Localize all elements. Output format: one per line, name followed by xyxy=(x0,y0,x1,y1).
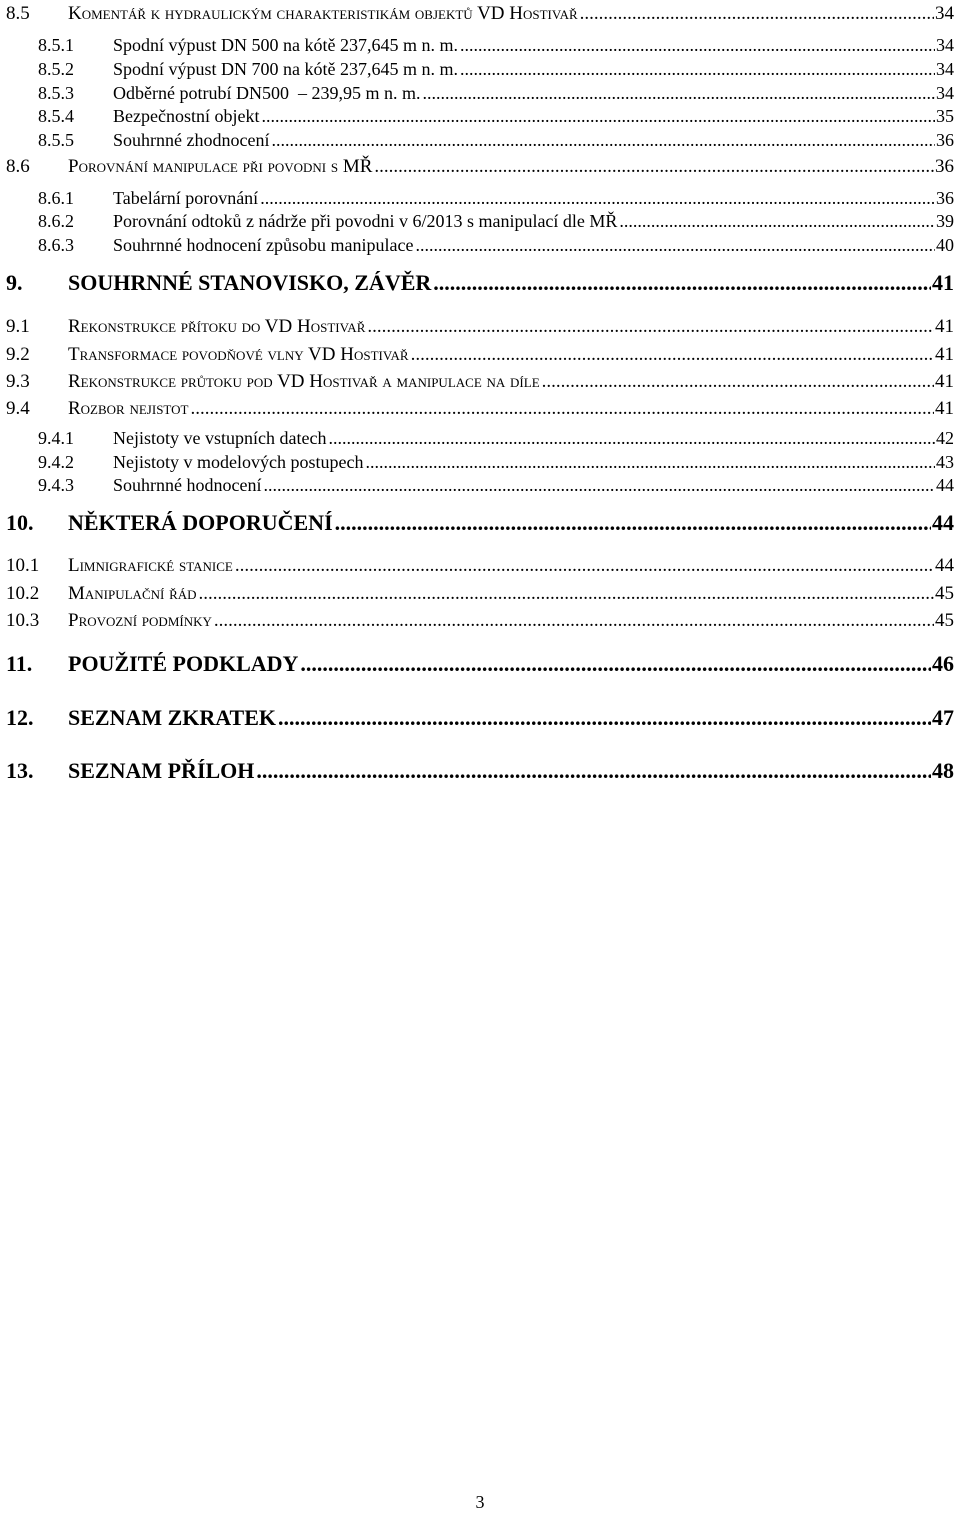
toc-dot-leader xyxy=(415,235,935,256)
toc-dot-leader xyxy=(271,130,935,151)
toc-entry-number: 9.3 xyxy=(6,371,30,392)
toc-entry-title: Limnigrafické stanice xyxy=(68,555,233,576)
toc-chapter[interactable] xyxy=(6,510,954,536)
toc-entry-number: 9.4 xyxy=(6,398,30,419)
toc-entry-number: 8.6.2 xyxy=(38,211,74,231)
toc-entry-title: Spodní výpust DN 500 na kótě 237,645 m n. m. xyxy=(113,35,458,55)
toc-entry[interactable] xyxy=(38,475,954,496)
toc-entry[interactable] xyxy=(38,59,954,80)
toc-entry-number: 10.2 xyxy=(6,583,40,604)
toc-chapter-title: NĚKTERÁ DOPORUČENÍ xyxy=(68,510,333,535)
toc-dot-leader xyxy=(367,316,934,338)
toc-chapter-title: SEZNAM ZKRATEK xyxy=(68,705,277,730)
toc-dot-leader xyxy=(422,83,935,104)
toc-entry[interactable] xyxy=(6,344,954,366)
toc-entry-title: Bezpečnostní objekt xyxy=(113,106,260,126)
toc-dot-leader xyxy=(300,651,931,677)
toc-entry-page: 44 xyxy=(935,555,954,576)
toc-entry-page: 39 xyxy=(936,211,954,231)
toc-entry-title: Nejistoty v modelových postupech xyxy=(113,452,364,472)
toc-dot-leader xyxy=(261,106,935,127)
toc-entry-page: 36 xyxy=(936,188,954,208)
toc-entry-number: 8.6.1 xyxy=(38,188,74,208)
toc-chapter-page: 41 xyxy=(932,270,954,295)
toc-entry-number: 10.1 xyxy=(6,555,40,576)
toc-entry-number: 9.4.3 xyxy=(38,475,74,495)
toc-chapter-number: 10. xyxy=(6,510,34,535)
toc-chapter-title: SEZNAM PŘÍLOH xyxy=(68,758,255,783)
toc-entry-number: 8.5.2 xyxy=(38,59,74,79)
toc-entry-title: Souhrnné hodnocení způsobu manipulace xyxy=(113,235,414,255)
toc-chapter-number: 11. xyxy=(6,651,33,676)
toc-dot-leader xyxy=(335,510,931,536)
toc-chapter-number: 12. xyxy=(6,705,34,730)
toc-entry-title: Rozbor nejistot xyxy=(68,398,189,419)
toc-entry-page: 36 xyxy=(935,156,954,177)
toc-chapter-number: 13. xyxy=(6,758,34,783)
toc-entry-page: 34 xyxy=(936,35,954,55)
toc-entry-page: 41 xyxy=(935,344,954,365)
toc-entry-title: Porovnání manipulace při povodni s MŘ xyxy=(68,156,373,177)
toc-entry-page: 34 xyxy=(935,3,954,24)
toc-entry[interactable] xyxy=(38,35,954,56)
toc-chapter-title: POUŽITÉ PODKLADY xyxy=(68,651,299,676)
toc-chapter-number: 9. xyxy=(6,270,23,295)
toc-entry-title: Spodní výpust DN 700 na kótě 237,645 m n. m. xyxy=(113,59,458,79)
toc-entry-title: Rekonstrukce přítoku do VD Hostivař xyxy=(68,316,366,337)
page-number: 3 xyxy=(475,1492,485,1512)
toc-dot-leader xyxy=(235,555,934,577)
toc-chapter[interactable] xyxy=(6,705,954,731)
toc-chapter-page: 46 xyxy=(932,651,954,676)
toc-entry[interactable] xyxy=(6,398,954,420)
toc-entry[interactable] xyxy=(6,555,954,577)
toc-entry[interactable] xyxy=(38,211,954,232)
toc-entry[interactable] xyxy=(38,83,954,104)
toc-entry[interactable] xyxy=(6,583,954,605)
toc-entry-title: Porovnání odtoků z nádrže při povodni v 6/2013 s manipulací dle MŘ xyxy=(113,211,618,231)
toc-entry-page: 45 xyxy=(935,610,954,631)
toc-entry-title: Transformace povodňové vlny VD Hostivař xyxy=(68,344,409,365)
toc-entry-title: Tabelární porovnání xyxy=(113,188,259,208)
toc-entry[interactable] xyxy=(38,188,954,209)
toc-dot-leader xyxy=(199,583,934,605)
toc-dot-leader xyxy=(278,705,931,731)
toc-entry-number: 8.5.3 xyxy=(38,83,74,103)
toc-chapter-title: SOUHRNNÉ STANOVISKO, ZÁVĚR xyxy=(68,270,432,295)
toc-entry-number: 8.5.5 xyxy=(38,130,74,150)
toc-entry-title: Souhrnné zhodnocení xyxy=(113,130,270,150)
toc-entry-page: 34 xyxy=(936,59,954,79)
toc-entry-title: Nejistoty ve vstupních datech xyxy=(113,428,327,448)
toc-dot-leader xyxy=(260,188,935,209)
toc-entry-page: 41 xyxy=(935,371,954,392)
toc-entry-title: Souhrnné hodnocení xyxy=(113,475,262,495)
toc-entry-title: Manipulační řád xyxy=(68,583,197,604)
toc-chapter[interactable] xyxy=(6,758,954,784)
toc-entry[interactable] xyxy=(6,3,954,25)
toc-entry[interactable] xyxy=(38,106,954,127)
toc-entry[interactable] xyxy=(6,316,954,338)
toc-dot-leader xyxy=(619,211,935,232)
toc-dot-leader xyxy=(365,452,935,473)
toc-entry-number: 8.6 xyxy=(6,156,30,177)
toc-chapter-page: 48 xyxy=(932,758,954,783)
toc-dot-leader xyxy=(433,270,931,296)
toc-dot-leader xyxy=(460,35,935,56)
toc-entry[interactable] xyxy=(38,452,954,473)
toc-entry[interactable] xyxy=(6,371,954,393)
toc-entry-number: 10.3 xyxy=(6,610,40,631)
toc-dot-leader xyxy=(460,59,935,80)
toc-entry-number: 9.4.1 xyxy=(38,428,74,448)
toc-dot-leader xyxy=(214,610,934,632)
toc-entry-page: 34 xyxy=(936,83,954,103)
toc-chapter-page: 47 xyxy=(932,705,954,730)
toc-dot-leader xyxy=(411,344,934,366)
toc-entry-number: 8.6.3 xyxy=(38,235,74,255)
toc-entry-page: 43 xyxy=(936,452,954,472)
toc-dot-leader xyxy=(542,371,934,393)
toc-entry[interactable] xyxy=(6,156,954,178)
toc-entry[interactable] xyxy=(38,130,954,151)
toc-entry-number: 8.5.1 xyxy=(38,35,74,55)
toc-entry-number: 8.5 xyxy=(6,3,30,24)
toc-entry-title: Rekonstrukce průtoku pod VD Hostivař a manipulace na díle xyxy=(68,371,540,392)
toc-entry-page: 45 xyxy=(935,583,954,604)
toc-entry-title: Komentář k hydraulickým charakteristikám objektů VD Hostivař xyxy=(68,3,578,24)
toc-entry-page: 35 xyxy=(936,106,954,126)
toc-entry-page: 44 xyxy=(936,475,954,495)
toc-dot-leader xyxy=(580,3,934,25)
toc-entry-page: 41 xyxy=(935,316,954,337)
toc-entry-number: 9.4.2 xyxy=(38,452,74,472)
toc-entry-page: 40 xyxy=(936,235,954,255)
toc-dot-leader xyxy=(190,398,934,420)
toc-dot-leader xyxy=(328,428,935,449)
toc-chapter[interactable] xyxy=(6,651,954,677)
toc-entry[interactable] xyxy=(38,428,954,449)
toc-entry-page: 36 xyxy=(936,130,954,150)
toc-entry[interactable] xyxy=(6,610,954,632)
toc-entry[interactable] xyxy=(38,235,954,256)
toc-entry-page: 41 xyxy=(935,398,954,419)
toc-entry-number: 9.1 xyxy=(6,316,30,337)
toc-dot-leader xyxy=(374,156,934,178)
toc-chapter-page: 44 xyxy=(932,510,954,535)
toc-entry-page: 42 xyxy=(936,428,954,448)
toc-entry-number: 9.2 xyxy=(6,344,30,365)
toc-entry-number: 8.5.4 xyxy=(38,106,74,126)
toc-chapter[interactable] xyxy=(6,270,954,296)
toc-dot-leader xyxy=(256,758,931,784)
toc-dot-leader xyxy=(263,475,935,496)
toc-entry-title: Odběrné potrubí DN500 – 239,95 m n. m. xyxy=(113,83,421,103)
toc-entry-title: Provozní podmínky xyxy=(68,610,212,631)
